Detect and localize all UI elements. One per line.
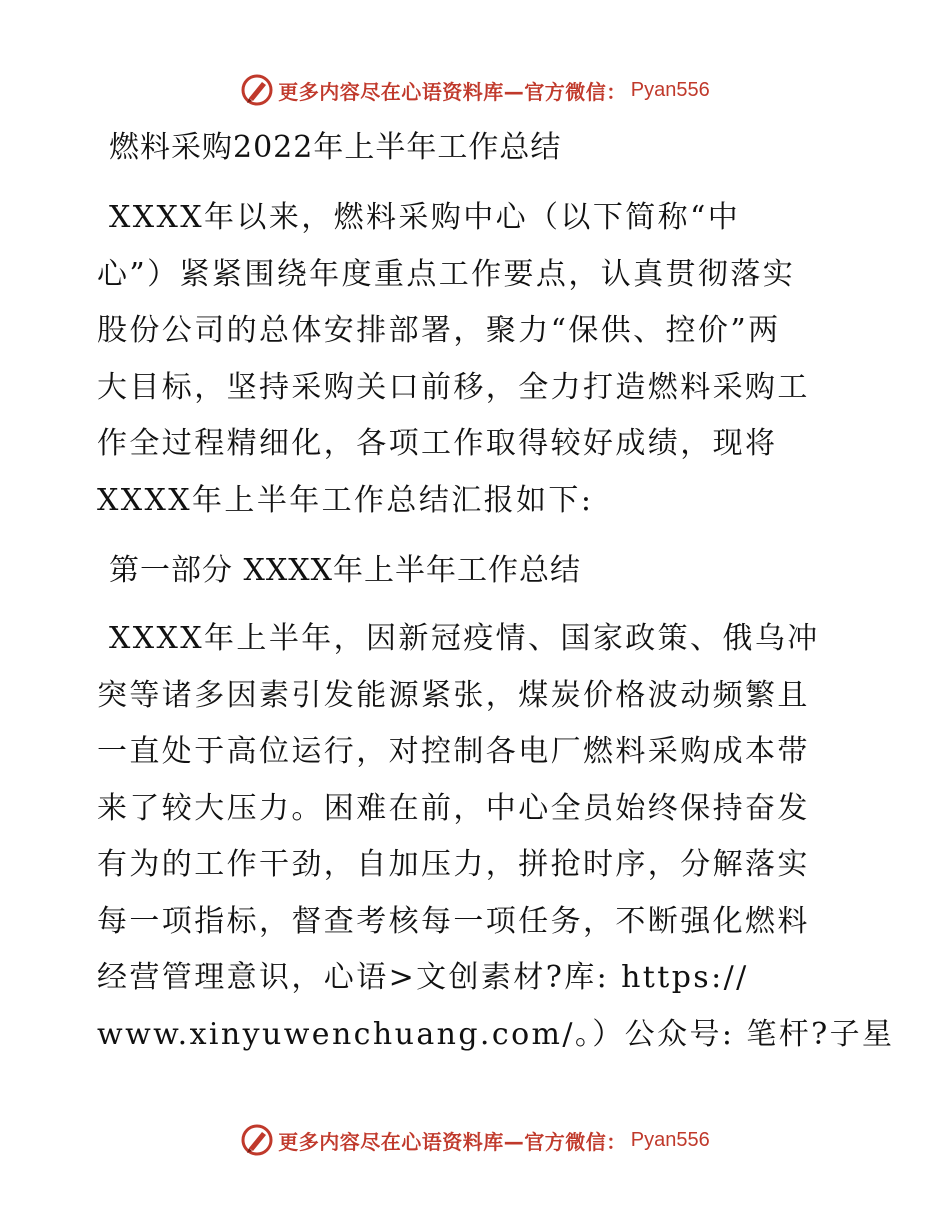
- header-banner: [0, 70, 950, 110]
- body-line: 突等诸多因素引发能源紧张，煤炭价格波动频繁且: [97, 677, 810, 713]
- body-line: XXXX年上半年，因新冠疫情、国家政策、俄乌冲: [109, 621, 820, 656]
- footer-banner: [0, 1120, 950, 1160]
- document-title: 燃料采购2022年上半年工作总结: [109, 130, 562, 165]
- section-title: 第一部分 XXXX年上半年工作总结: [109, 553, 581, 588]
- banner-wechat-id: Pyan556: [630, 1128, 710, 1151]
- intro-line: XXXX年以来，燃料采购中心（以下简称“中: [109, 200, 741, 235]
- intro-line: 心”）紧紧围绕年度重点工作要点，认真贯彻落实: [97, 256, 796, 292]
- pen-logo-icon: [240, 1123, 274, 1157]
- banner-text: 更多内容尽在心语资料库—官方微信：: [278, 79, 627, 104]
- intro-paragraph: [97, 190, 853, 529]
- body-line: www.xinyuwenchuang.com/。）公众号: 笔杆?子星: [97, 1016, 895, 1052]
- intro-line: 大目标，坚持采购关口前移，全力打造燃料采购工: [97, 369, 810, 405]
- intro-line: XXXX年上半年工作总结汇报如下:: [97, 482, 594, 518]
- banner-wechat-id: Pyan556: [630, 78, 710, 101]
- document-body: [97, 122, 895, 1063]
- intro-line: 股份公司的总体安排部署，聚力“保供、控价”两: [97, 313, 781, 348]
- footer-banner-inner: [240, 1123, 709, 1157]
- header-banner-inner: [240, 73, 709, 107]
- body-line: 每一项指标，督查考核每一项任务，不断强化燃料: [97, 903, 810, 939]
- pen-logo-icon: [240, 73, 274, 107]
- intro-line: 作全过程精细化，各项工作取得较好成绩，现将: [97, 426, 778, 461]
- body-line: 一直处于高位运行，对控制各电厂燃料采购成本带: [97, 734, 810, 769]
- body-line: 经营管理意识，心语>文创素材?库: https://: [97, 960, 749, 995]
- body-line: 来了较大压力。困难在前，中心全员始终保持奋发: [97, 790, 810, 826]
- body-line: 有为的工作干劲，自加压力，拼抢时序，分解落实: [97, 847, 810, 882]
- banner-text: 更多内容尽在心语资料库—官方微信：: [278, 1129, 627, 1154]
- body-paragraph: [97, 611, 895, 1063]
